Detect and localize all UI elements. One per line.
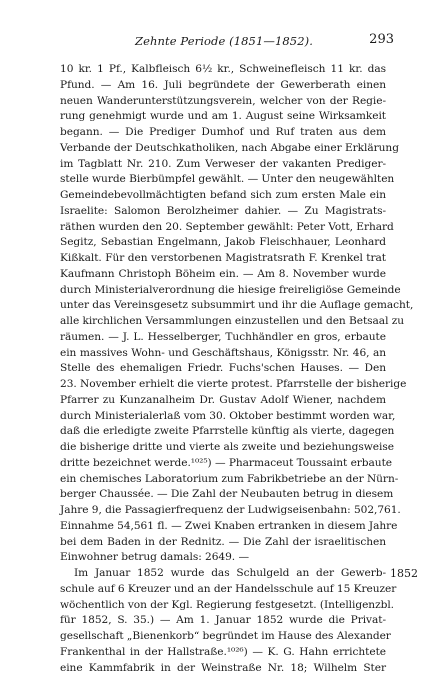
text-line: Pfund. — Am 16. Juli begründete der Gewerberath einen — [60, 78, 386, 94]
text-line: durch Ministerialverordnung die hiesige freireligiöse Gemeinde — [60, 283, 386, 299]
text-line: dritte bezeichnet werde.¹⁰²⁵) — Pharmaceut Toussaint erbaute — [60, 456, 386, 472]
body-text — [60, 62, 386, 676]
text-line: Kaufmann Christoph Böheim ein. — Am 8. November wurde — [60, 267, 386, 283]
text-line: 10 kr. 1 Pf., Kalbfleisch 6½ kr., Schweinefleisch 11 kr. das — [60, 62, 386, 78]
text-line: rung genehmigt wurde und am 1. August seine Wirksamkeit — [60, 109, 386, 125]
text-line: gesellschaft „Bienenkorb“ begründet im Hause des Alexander — [60, 629, 386, 645]
running-header — [60, 34, 388, 52]
text-line: berger Chaussée. — Die Zahl der Neubauten betrug in diesem — [60, 487, 386, 503]
text-line: stelle wurde Bierbümpfel gewählt. — Unter den neugewählten — [60, 172, 386, 188]
text-line: ein chemisches Laboratorium zum Fabrikbetriebe an der Nürn- — [60, 472, 386, 488]
text-line: Einwohner betrug damals: 2649. — — [60, 550, 386, 566]
text-line: 23. November erhielt die vierte protest. Pfarrstelle der bisherige — [60, 377, 386, 393]
text-line: Verbande der Deutschkatholiken, nach Abgabe einer Erklärung — [60, 141, 386, 157]
text-line: die bisherige dritte und vierte als zweite und beziehungsweise — [60, 440, 386, 456]
text-line: durch Ministerialerlaß vom 30. Oktober bestimmt worden war, — [60, 409, 386, 425]
text-line: eine Kammfabrik in der Weinstraße Nr. 18; Wilhelm Ster — [60, 661, 386, 676]
text-line: bei dem Baden in der Rednitz. — Die Zahl der israelitischen — [60, 535, 386, 551]
text-line: schule auf 6 Kreuzer und an der Handelsschule auf 15 Kreuzer — [60, 582, 386, 598]
margin-year-note: 1852 — [390, 566, 418, 582]
text-line: Israelite: Salomon Berolzheimer dahier. — Zu Magistrats- — [60, 204, 386, 220]
text-line: begann. — Die Prediger Dumhof und Ruf traten aus dem — [60, 125, 386, 141]
text-line: Stelle des ehemaligen Friedr. Fuchs'schen Hauses. — Den — [60, 361, 386, 377]
text-line: im Tagblatt Nr. 210. Zum Verweser der vakanten Prediger- — [60, 157, 386, 173]
header-title: Zehnte Periode (1851—1852). — [60, 34, 388, 48]
text-line: neuen Wanderunterstützungsverein, welcher von der Regie- — [60, 94, 386, 110]
text-line: Pfarrer zu Kunzanalheim Dr. Gustav Adolf Wiener, nachdem — [60, 393, 386, 409]
text-line: Segitz, Sebastian Engelmann, Jakob Fleischhauer, Leonhard — [60, 235, 386, 251]
text-line: Frankenthal in der Hallstraße.¹⁰²⁶) — K. G. Hahn errichtete — [60, 645, 386, 661]
text-line: für 1852, S. 35.) — Am 1. Januar 1852 wurde die Privat- — [60, 613, 386, 629]
paragraph-start-line: Im Januar 1852 wurde das Schulgeld an der Gewerb- — [60, 566, 386, 582]
text-line: Gemeindebevollmächtigten befand sich zum ersten Male ein — [60, 188, 386, 204]
text-line: räumen. — J. L. Hesselberger, Tuchhändler en gros, erbaute — [60, 330, 386, 346]
text-line: Jahre 9, die Passagierfrequenz der Ludwigseisenbahn: 502,761. — [60, 503, 386, 519]
text-line: alle kirchlichen Versammlungen einzustellen und den Betsaal zu — [60, 314, 386, 330]
text-line: wöchentlich von der Kgl. Regierung festgesetzt. (Intelligenzbl. — [60, 598, 386, 614]
text-line: Einnahme 54,561 fl. — Zwei Knaben ertranken in diesem Jahre — [60, 519, 386, 535]
text-line: unter das Vereinsgesetz subsummirt und ihr die Auflage gemacht, — [60, 298, 386, 314]
text-line: Kißkalt. Für den verstorbenen Magistratsrath F. Krenkel trat — [60, 251, 386, 267]
text-line: daß die erledigte zweite Pfarrstelle künftig als vierte, dagegen — [60, 424, 386, 440]
text-line: räthen wurden den 20. September gewählt: Peter Vott, Erhard — [60, 220, 386, 236]
text-line: ein massives Wohn- und Geschäftshaus, Königsstr. Nr. 46, an — [60, 346, 386, 362]
page-number: 293 — [369, 32, 394, 47]
